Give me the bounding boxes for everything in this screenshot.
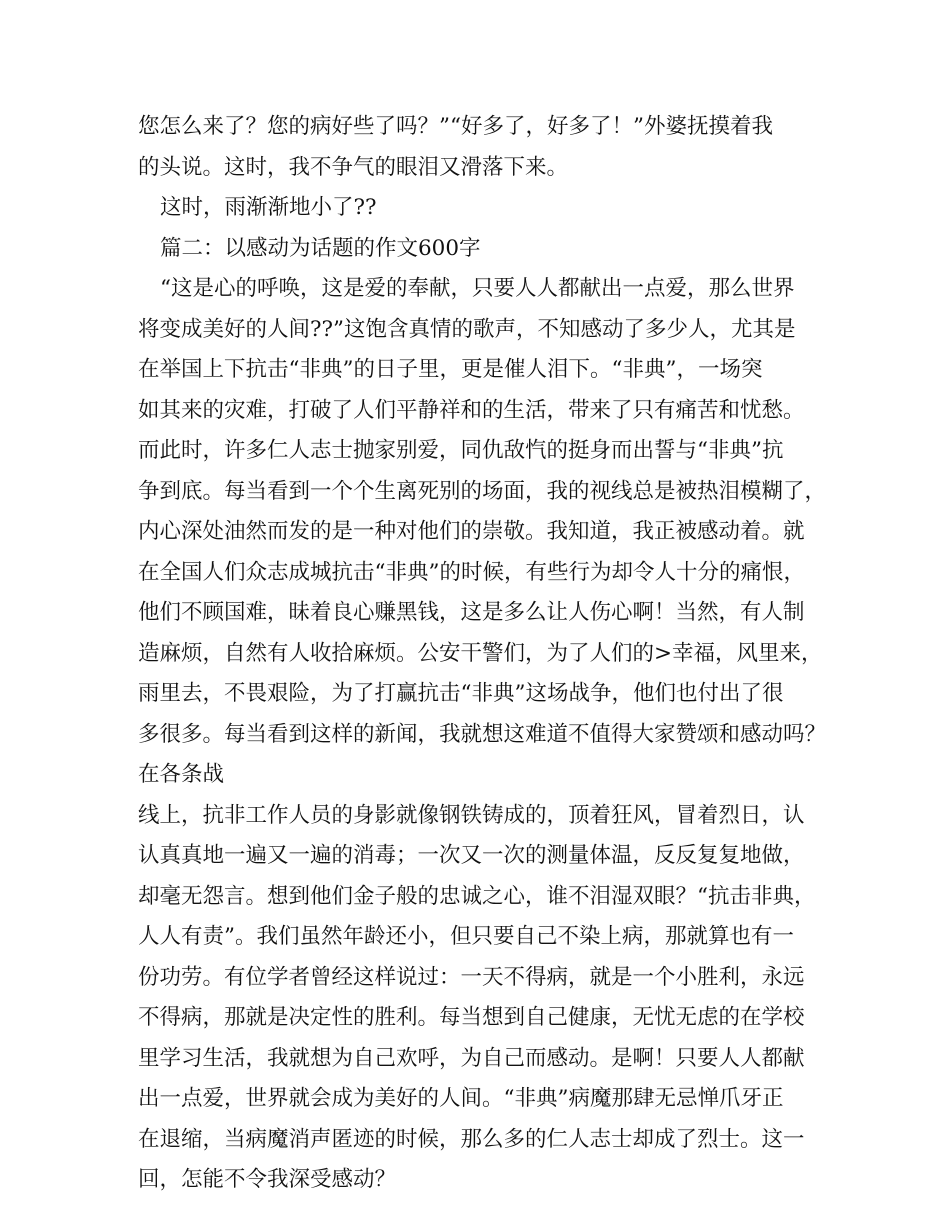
text-line: 在举国上下抗击“非典”的日子里，更是催人泪下。“非典”，一场突	[138, 357, 763, 382]
text-line: 在退缩，当病魔消声匿迹的时候，那么多的仁人志士却成了烈士。这一	[138, 1126, 805, 1152]
text-line: 份功劳。有位学者曾经这样说过：一天不得病，就是一个小胜利，永远	[138, 964, 805, 990]
text-line: 在各条战	[138, 762, 225, 787]
text-line: 雨里去，不畏艰险，为了打赢抗击“非典”这场战争，他们也付出了很	[138, 681, 784, 706]
text-line: 线上，抗非工作人员的身影就像钢铁铸成的，顶着狂风，冒着烈日，认	[138, 802, 805, 828]
text-line: 造麻烦，自然有人收拾麻烦。公安干警们，为了人们的>幸福，风里来，	[138, 640, 823, 666]
text-line: 将变成美好的人间??”这饱含真情的歌声，不知感动了多少人，尤其是	[138, 316, 796, 342]
text-line: 却毫无怨言。想到他们金子般的忠诚之心，谁不泪湿双眼？“抗击非典，	[138, 883, 816, 909]
text-line: 多很多。每当看到这样的新闻，我就想这难道不值得大家赞颂和感动吗？	[138, 721, 827, 747]
text-line: 回，怎能不令我深受感动？	[138, 1167, 397, 1192]
text-line: “这是心的呼唤，这是爱的奉献，只要人人都献出一点爱，那么世界	[160, 276, 795, 301]
text-line: 内心深处油然而发的是一种对他们的崇敬。我知道，我正被感动着。就	[138, 519, 805, 544]
text-line: 不得病，那就是决定性的胜利。每当想到自己健康，无忧无虑的在学校	[138, 1005, 805, 1030]
text-line: 认真真地一遍又一遍的消毒；一次又一次的测量体温，反反复复地做，	[138, 843, 805, 868]
text-line: 他们不顾国难，昧着良心赚黑钱，这是多么让人伤心啊！当然，有人制	[138, 600, 805, 625]
text-line: 如其来的灾难，打破了人们平静祥和的生活，带来了只有痛苦和忧愁。	[138, 397, 805, 423]
text-line: 在全国人们众志成城抗击“非典”的时候，有些行为却令人十分的痛恨，	[138, 559, 805, 585]
text-line: 您怎么来了？您的病好些了吗？”“好多了，好多了！”外婆抚摸着我	[138, 114, 773, 139]
text-line: 这时，雨渐渐地小了??	[160, 195, 377, 220]
text-line: 人人有责”。我们虽然年龄还小，但只要自己不染上病，那就算也有一	[138, 924, 794, 949]
text-line: 的头说。这时，我不争气的眼泪又滑落下来。	[138, 154, 569, 180]
text-line: 篇二：以感动为话题的作文600字	[160, 235, 481, 261]
text-line: 出一点爱，世界就会成为美好的人间。“非典”病魔那肆无忌惮爪牙正	[138, 1086, 784, 1111]
text-line: 里学习生活，我就想为自己欢呼，为自己而感动。是啊！只要人人都献	[138, 1045, 805, 1071]
document-body	[138, 107, 828, 1201]
text-line: 争到底。每当看到一个个生离死别的场面，我的视线总是被热泪模糊了，	[138, 478, 827, 504]
text-line: 而此时，许多仁人志士抛家别爱，同仇敌忾的挺身而出誓与“非典”抗	[138, 438, 784, 463]
